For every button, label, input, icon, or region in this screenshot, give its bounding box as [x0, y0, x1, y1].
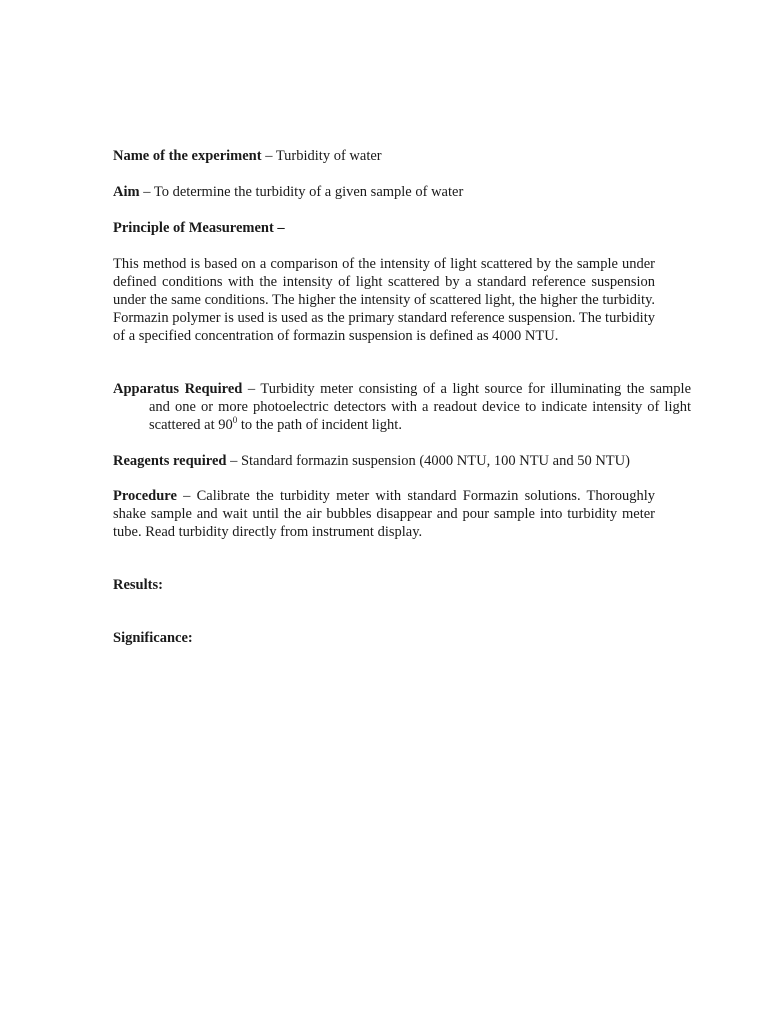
procedure-dash: –: [176, 488, 197, 504]
experiment-name-line: [113, 147, 655, 165]
procedure-label: Procedure: [113, 488, 177, 504]
procedure-text: Calibrate the turbidity meter with standard Formazin solutions. Thoroughly shake sample and wait until the air bubbles disappear and pour sample into turbidity meter tube. Read turbidity directly from instrument display.: [113, 488, 656, 540]
experiment-name-label: Name of the experiment: [113, 148, 262, 164]
reagents-dash: –: [226, 453, 241, 469]
aim-value: To determine the turbidity of a given sample of water: [153, 184, 464, 200]
reagents-value: Standard formazin suspension (4000 NTU, 100 NTU and 50 NTU): [240, 453, 630, 469]
apparatus-paragraph: [113, 380, 691, 434]
apparatus-text-before: Turbidity meter consisting of a light source for illuminating the sample and one or more photoelectric detectors with a readout device to indicate intensity of light scattered at 90: [149, 381, 692, 433]
principle-heading: [113, 219, 655, 237]
results-heading-text: Results:: [113, 577, 163, 593]
aim-dash: –: [139, 184, 154, 200]
reagents-line: [113, 452, 655, 470]
procedure-paragraph: [113, 487, 655, 541]
significance-heading: [113, 629, 655, 647]
apparatus-text-after: to the path of incident light.: [237, 417, 402, 433]
degree-superscript: 0: [232, 415, 238, 426]
principle-heading-text: Principle of Measurement –: [113, 220, 285, 236]
aim-label: Aim: [113, 184, 140, 200]
experiment-name-dash: –: [261, 148, 276, 164]
apparatus-dash: –: [242, 381, 261, 397]
significance-heading-text: Significance:: [113, 630, 193, 646]
experiment-name-value: Turbidity of water: [275, 148, 382, 164]
results-heading: [113, 576, 655, 594]
reagents-label: Reagents required: [113, 453, 227, 469]
aim-line: [113, 183, 655, 201]
principle-paragraph: This method is based on a comparison of the intensity of light scattered by the sample under defined conditions with the intensity of light scattered by a standard reference suspension under the same conditions. The higher the intensity of scattered light, the higher the turbidity. Formazin polymer is used is used as the primary standard reference suspension. The turbidity of a specified concentration of formazin suspension is defined as 4000 NTU.: [113, 256, 655, 344]
apparatus-label: Apparatus Required: [113, 381, 243, 397]
